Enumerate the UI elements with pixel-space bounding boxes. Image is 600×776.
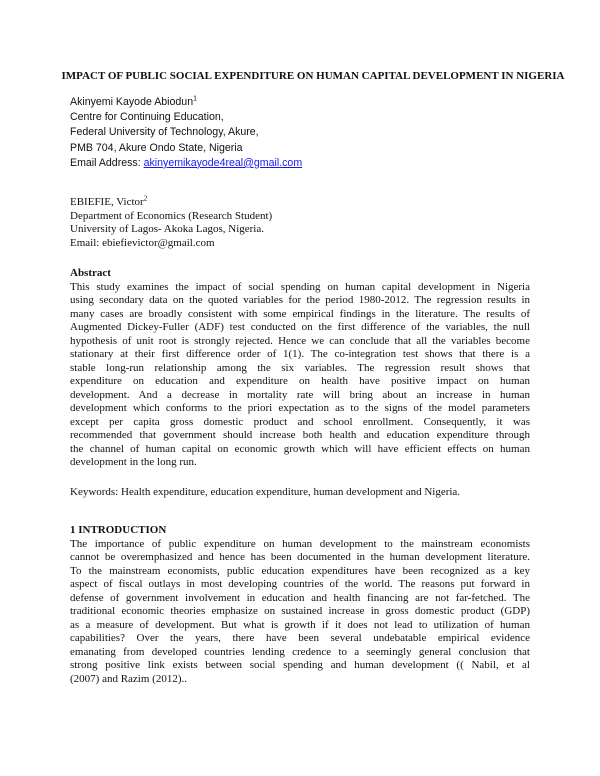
author2-name: EBIEFIE, Victor <box>70 196 144 208</box>
introduction-line: capabilities? Over the years, there have been several undebatable empirical evidence <box>70 632 530 644</box>
introduction-line: The importance of public expenditure on human development to the mainstream economists <box>70 537 530 550</box>
author2-affiliation-line: Department of Economics (Research Student) <box>70 209 273 222</box>
introduction-line: cannot be overemphasized and hence has been documented in the human development literature. <box>70 551 530 563</box>
abstract-line: recommended that government should increase both health and education expenditure through <box>70 429 530 441</box>
introduction-line: emanating from developed countries lending credence to a seemingly general conclusion that <box>70 645 530 658</box>
paper-title: IMPACT OF PUBLIC SOCIAL EXPENDITURE ON HUMAN CAPITAL DEVELOPMENT IN NIGERIA <box>61 70 565 82</box>
introduction-line: as a measure of development. But what is growth if it does not lead to utilization of human <box>70 618 530 631</box>
abstract-line: except per capita gross domestic product and school enrollment. Consequently, it was <box>70 415 530 428</box>
author1-block <box>70 95 530 171</box>
abstract-line: development. And a decrease in mortality rate will bring about an increase in human <box>70 388 530 401</box>
author1-affiliation-line: Centre for Continuing Education, <box>70 111 224 124</box>
author1-email-label: Email Address: <box>70 156 144 169</box>
abstract-line: This study examines the impact of social spending on human capital development in Nigeria <box>70 280 530 293</box>
author1-name: Akinyemi Kayode Abiodun <box>70 96 194 108</box>
author2-sup: 2 <box>143 194 148 203</box>
author1-email-link[interactable]: akinyemikayode4real@gmail.com <box>143 156 303 169</box>
abstract-line: expenditure on education and expenditure on health have positive impact on human <box>70 375 530 387</box>
author2-affiliation-line: University of Lagos- Akoka Lagos, Nigeria. <box>70 223 264 235</box>
introduction-line: aspect of fiscal outlays in most developing countries of the world. The reasons put forward in <box>70 578 530 590</box>
abstract-line: development in the long run. <box>70 456 197 468</box>
introduction-section <box>70 524 530 686</box>
abstract-line: stable long-run relationship among the six variables. The regression result shows that <box>70 361 530 374</box>
introduction-line: To the mainstream economists, public education expenditures have been recognized as a key <box>70 564 530 577</box>
abstract-line: Augmented Dickey-Fuller (ADF) test conducted on the first difference of the variables, the null <box>70 321 530 333</box>
introduction-line: (2007) and Razim (2012).. <box>70 672 187 685</box>
author1-sup: 1 <box>193 95 197 103</box>
abstract-heading: Abstract <box>70 267 111 279</box>
abstract-line: development which conforms to the priori expectation as to the signs of the model parameters <box>70 402 530 414</box>
author2-email-line: Email: ebiefievictor@gmail.com <box>70 236 215 249</box>
author1-email-line <box>70 156 530 171</box>
introduction-heading: 1 INTRODUCTION <box>70 524 167 536</box>
author1-affiliation-line: Federal University of Technology, Akure, <box>70 126 259 139</box>
author2-name-line <box>70 196 530 210</box>
introduction-line: strong positive link exists between social spending and human development (( Nabil, et al <box>70 659 530 671</box>
author1-name-line <box>70 95 530 110</box>
author2-block <box>70 196 530 250</box>
introduction-line: traditional economic theories emphasize on sustained increase in gross domestic product (GDP) <box>70 605 530 617</box>
abstract-section <box>70 267 530 470</box>
abstract-line: the channel of human capital on economic growth which will have efficient effects on human <box>70 442 530 455</box>
abstract-line: stationary at their first difference order of 1(1). The co-integration test shows that there is a <box>70 348 530 360</box>
author1-affiliation-line: PMB 704, Akure Ondo State, Nigeria <box>70 141 243 154</box>
abstract-line: using secondary data on the quoted variables for the period 1980-2012. The regression results in <box>70 294 530 306</box>
abstract-line: hypothesis of unit root is strongly rejected. Hence we can conclude that all the variables become <box>70 334 530 347</box>
introduction-line: defense of government involvement in education and health financing are not far-fetched. The <box>70 591 530 604</box>
abstract-line: many cases are broadly consistent with some empirical findings in the literature. The results of <box>70 307 530 320</box>
keywords-line: Keywords: Health expenditure, education expenditure, human development and Nigeria. <box>70 486 461 498</box>
